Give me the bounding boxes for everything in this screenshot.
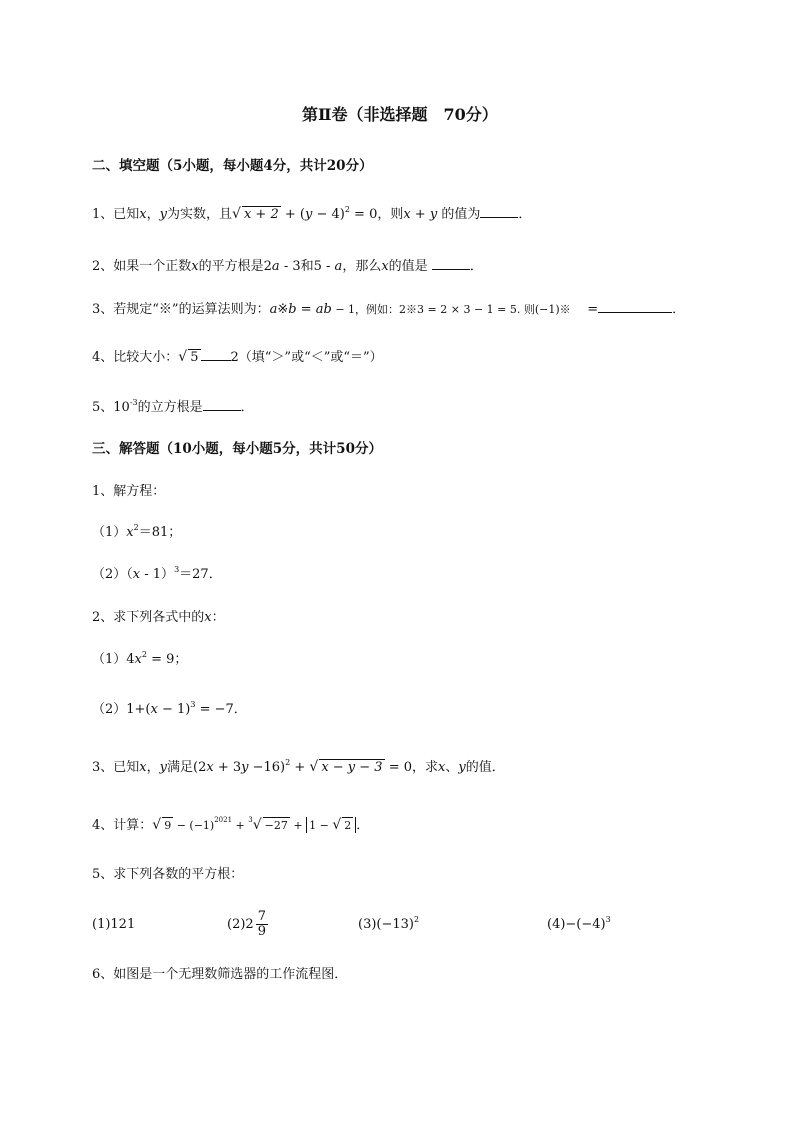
sqrt-icon: √	[152, 817, 162, 833]
sqrt-icon: √	[232, 206, 241, 222]
fill-question-2: 2、如果一个正数x的平方根是2a - 3和5 - a，那么x的值是 ．	[92, 259, 483, 274]
sqrt-icon: √	[309, 759, 319, 775]
solve-q1-part-2: （2）（x - 1）$^3$＝27．	[92, 565, 222, 582]
fill-section-heading: 二、填空题（5小题，每小题4分，共计20分）	[92, 158, 373, 174]
solve-question-3: 3、已知x，y满足$(2x + 3y -16)^2$ + √ x − y − 3 = 0，求x、y的值．	[92, 758, 505, 775]
sqrt-icon: √	[178, 349, 188, 365]
fill-question-5: 5、$10^{-3}$的立方根是 ．	[92, 398, 254, 415]
solve-q5-item-4: $(4)-(-4)^3$	[547, 915, 611, 932]
answer-blank[interactable]	[480, 205, 518, 218]
solve-section-heading: 三、解答题（10小题，每小题5分，共计50分）	[92, 441, 382, 457]
fill-question-3: 3、若规定“※”的运算法则为：a※b = ab − 1，例如：2※3 = 2 × 3 − 1 = 5. 则(−1)※ = ．	[92, 302, 686, 317]
answer-blank[interactable]	[598, 300, 672, 313]
paper-title: 第Ⅱ卷（非选择题 70分）	[302, 105, 498, 124]
solve-q2-part-1: $(1)4x^2 = 9$；	[92, 650, 188, 667]
fill-question-4: 4、比较大小：√ 5 2（填“＞”或“＜”或“＝”）	[92, 349, 383, 365]
solve-q5-item-2: (2)2 $\frac{7}{9}$	[227, 909, 266, 939]
solve-question-6: 6、如图是一个无理数筛选器的工作流程图．	[92, 967, 348, 982]
sqrt-icon: √	[332, 817, 342, 833]
absolute-value: 1 − √ 2	[306, 817, 356, 833]
solve-q5-item-1: (1)121	[92, 917, 136, 932]
solve-question-4: 4、计算：√ $9 - (-1)^{2021} + ^3√ -27 + 1$ − √ 2 ．	[92, 816, 370, 833]
solve-q2-part-2: $(2)1+(x - 1)^3 = -7$．	[92, 700, 247, 717]
solve-question-1: 1、解方程：	[92, 484, 166, 499]
answer-blank[interactable]	[203, 398, 241, 411]
solve-q1-part-1: $(1)x^2=81$；	[92, 523, 182, 540]
answer-blank[interactable]	[201, 348, 231, 361]
solve-question-5: 5、求下列各数的平方根：	[92, 867, 244, 882]
answer-blank[interactable]	[432, 257, 470, 270]
cube-root-icon: √	[252, 817, 262, 833]
fraction: $\frac{7}{9}$	[257, 909, 266, 939]
radicand: x + 2	[243, 207, 279, 222]
solve-question-2: 2、求下列各式中的x：	[92, 610, 225, 625]
fill-question-1: 1、已知x，y为实数，且√ $x + 2 + (y - 4)^2 = 0$，则x + y 的值为 ．	[92, 205, 532, 222]
solve-q5-item-3: $(3)(-13)^2$	[358, 915, 420, 932]
